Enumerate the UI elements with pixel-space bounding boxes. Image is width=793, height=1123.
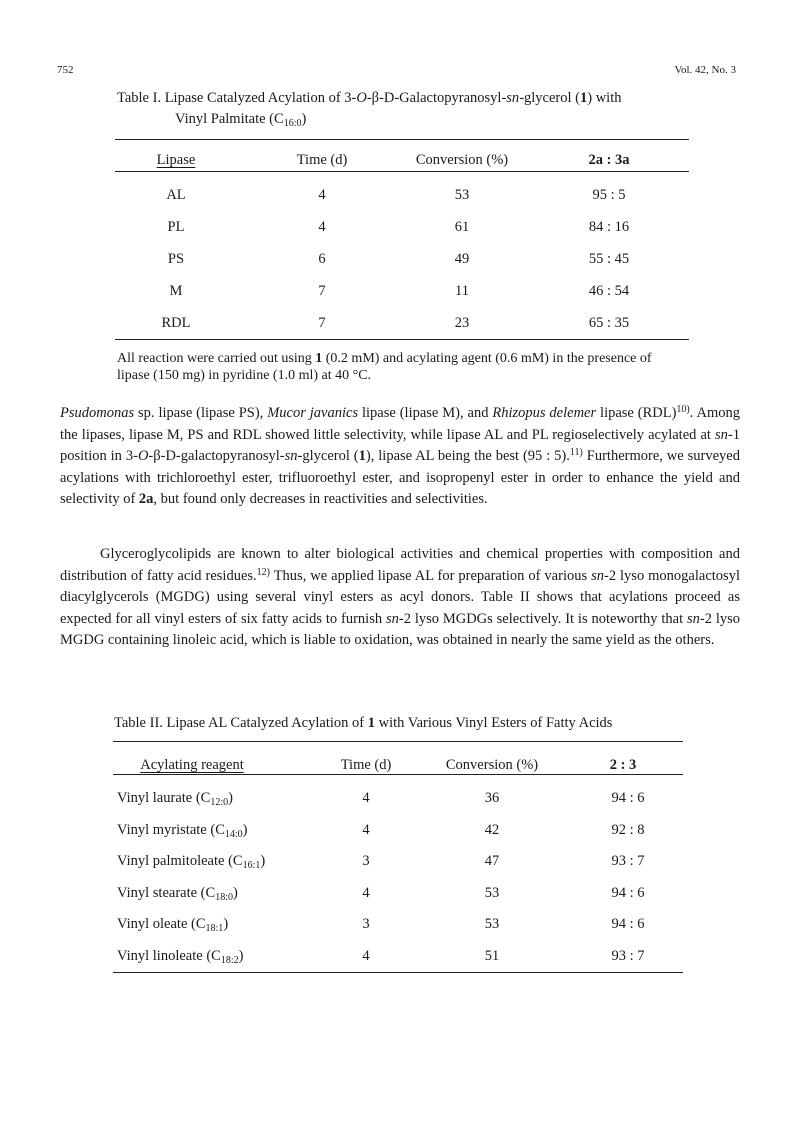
table2-cell-conversion: 47: [484, 853, 500, 869]
emphasis-text: sn: [591, 567, 604, 584]
table1-cell-time: 7: [318, 315, 326, 331]
table2-cell-reagent: Vinyl stearate $(C_{18:0})$: [117, 884, 238, 903]
emphasis-text: 2a: [138, 491, 154, 507]
table2-cell-conversion: 51: [484, 947, 500, 964]
emphasis-text: 1: [358, 448, 366, 464]
table2-cell-reagent: Vinyl linoleate $(C_{18:2})$: [117, 947, 244, 966]
table1-cell-lipase: M: [169, 283, 183, 299]
table1-cell-ratio: 46 : 54: [588, 283, 630, 299]
table1-caption: Table I. Lipase Catalyzed Acylation of 3-O-β-D-Galactopyranosyl-sn-glycerol (1) with: [117, 90, 622, 106]
table2-cell-reagent: Vinyl palmitoleate $(C_{16:1})$: [117, 853, 266, 871]
table2-cell-conversion: 53: [484, 884, 500, 901]
page-number: 752: [57, 64, 74, 76]
table1-cell-ratio: 55 : 45: [588, 251, 630, 267]
body-paragraph-2: Glyceroglycolipids are known to alter biological activities and chemical properties with composition and distribution of fatty acid residues.$^{12)}$ Thus, we applied lipase AL for preparation of various sn-2 lyso monogalactosyl diacylglycerols (MGDG) using several vinyl esters as acyl donors. Table II shows that acylations proceed as expected for all vinyl esters of six fatty acids to furnish sn-2 lyso MGDGs selectively. It is noteworthy that sn-2 lyso MGDG containing linoleic acid, which is liable to oxidation, was obtained in nearly the same yield as the others.: [60, 546, 741, 648]
emphasis-text: O: [137, 448, 149, 464]
reference-superscript: 10): [676, 404, 690, 415]
table1-bottom-rule: [115, 339, 689, 340]
table1-header-time: Time (d): [296, 152, 348, 168]
emphasis-text: Psudomonas: [60, 405, 135, 421]
emphasis-text: sn: [385, 610, 399, 627]
table2-cell-ratio: 94 : 6: [611, 884, 645, 901]
table2-cell-conversion: 53: [484, 916, 500, 932]
table2-cell-ratio: 93 : 7: [611, 853, 645, 869]
table2-cell-ratio: 94 : 6: [611, 916, 645, 932]
table1-cell-ratio: 95 : 5: [592, 187, 626, 203]
emphasis-text: Mucor javanics: [267, 405, 359, 421]
table1-cell-time: 7: [318, 283, 326, 299]
table2-cell-time: 3: [362, 916, 370, 932]
table2-cell-time: 4: [362, 884, 370, 901]
journal-volume: Vol. 42, No. 3: [674, 64, 736, 76]
table1-cell-ratio: 65 : 35: [588, 315, 630, 331]
table1-cell-time: 4: [318, 219, 326, 235]
table2-header-time: Time (d): [340, 757, 392, 773]
table1-header-conversion: Conversion (%): [415, 152, 509, 168]
table2-cell-reagent: Vinyl laurate $(C_{12:0})$: [117, 790, 233, 808]
table1-cell-lipase: RDL: [161, 315, 191, 331]
table2-cell-conversion: 36: [484, 790, 500, 806]
table1-cell-conversion: 53: [454, 187, 470, 203]
table2-cell-reagent: Vinyl oleate $(C_{18:1})$: [117, 916, 229, 934]
table1-cell-conversion: 61: [454, 219, 470, 235]
table2-top-rule: [113, 741, 683, 742]
table2-cell-time: 4: [362, 821, 370, 838]
table1-header-ratio: 2a : 3a: [588, 152, 630, 168]
table2-cell-reagent: Vinyl myristate $(C_{14:0})$: [117, 821, 248, 840]
table1-header-lipase: Lipase: [156, 152, 196, 168]
table2-cell-ratio: 92 : 8: [611, 821, 645, 838]
emphasis-text: sn: [284, 448, 298, 464]
table2-caption: Table II. Lipase AL Catalyzed Acylation of 1 with Various Vinyl Esters of Fatty Acids: [114, 715, 613, 731]
table1-cell-lipase: PS: [167, 251, 185, 267]
table2-header-reagent: Acylating reagent: [140, 757, 244, 773]
body-paragraph-1: Psudomonas sp. lipase (lipase PS), Mucor javanics lipase (lipase M), and Rhizopus delemer lipase (RDL)$^{10)}$. Among the lipases, lipase M, PS and RDL showed little selectivity, while lipase AL and PL regioselectively acylated at sn-1 position in 3-O-β-D-galactopyranosyl-sn-glycerol (1), lipase AL being the best (95 : 5).$^{11)}$ Furthermore, we surveyed acylations with trichloroethyl ester, trifluoroethyl ester, and isopropenyl ester in order to enhance the yield and selectivity of 2a, but found only decreases in reactivities and selectivities.: [60, 404, 740, 507]
table1-top-rule: [115, 139, 689, 140]
table1-cell-lipase: AL: [166, 187, 186, 203]
emphasis-text: sn: [686, 610, 700, 627]
table1-cell-lipase: PL: [167, 219, 185, 235]
table1-cell-ratio: 84 : 16: [588, 219, 630, 235]
table2-cell-conversion: 42: [484, 821, 500, 838]
table1-footnote: All reaction were carried out using 1 (0.2 mM) and acylating agent (0.6 mM) in the presence of lipase (150 mg) in pyridine (1.0 ml) at 40 °C.: [117, 351, 652, 383]
table2-cell-time: 3: [362, 853, 370, 869]
reference-superscript: 12): [256, 566, 270, 578]
table2-cell-ratio: 93 : 7: [611, 947, 645, 964]
table1-cell-time: 4: [318, 187, 326, 203]
table1-header-rule: [115, 171, 689, 172]
table1-caption-line2: Vinyl Palmitate $(C_{16:0})$: [175, 111, 307, 129]
table2-cell-time: 4: [362, 790, 370, 806]
table1-cell-conversion: 23: [454, 315, 470, 331]
table2-header-ratio: 2 : 3: [609, 757, 637, 773]
table2-cell-time: 4: [362, 947, 370, 964]
emphasis-text: Rhizopus delemer: [492, 405, 597, 421]
table2-cell-ratio: 94 : 6: [611, 790, 645, 806]
emphasis-text: sn: [715, 426, 728, 443]
table1-cell-conversion: 49: [454, 251, 470, 267]
table2-bottom-rule: [113, 972, 683, 973]
reference-superscript: 11): [569, 447, 583, 458]
table1-cell-time: 6: [318, 251, 326, 267]
table2-header-rule: [113, 774, 683, 775]
table1-cell-conversion: 11: [455, 283, 469, 299]
table2-header-conversion: Conversion (%): [445, 757, 539, 773]
